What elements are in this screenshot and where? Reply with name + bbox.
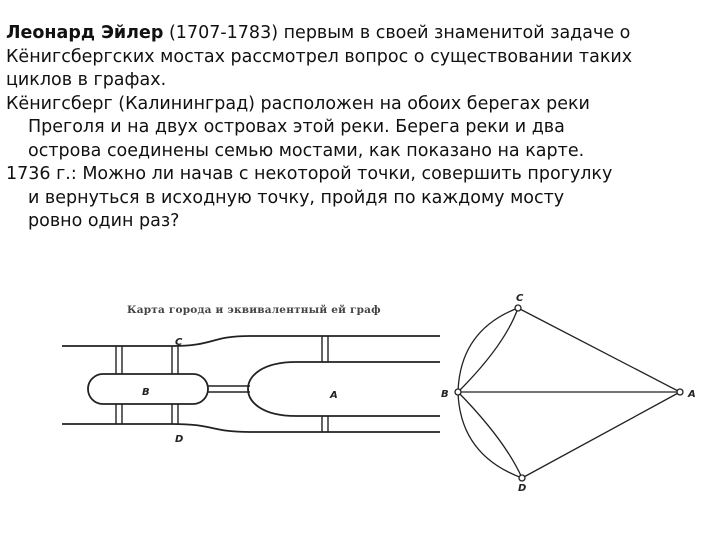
map-label-c: C [175, 337, 183, 348]
question-line1: : Можно ли начав с некоторой точки, совершить прогулку [70, 164, 613, 184]
question-line3: ровно один раз? [28, 211, 180, 231]
location-line1: Кёнигсберг (Калининград) расположен на обоих берегах реки [6, 93, 590, 114]
edge-a-d [522, 392, 680, 478]
graph-label-c: C [516, 293, 524, 304]
question-line2: и вернуться в исходную точку, пройдя по каждому мосту [28, 187, 565, 208]
map-label-b: B [142, 387, 150, 398]
graph-node-d [519, 475, 525, 481]
edge-b-d-outer [458, 392, 522, 478]
graph-label-b: B [441, 389, 449, 400]
graph-label-d: D [518, 483, 527, 494]
graph-label-a: A [688, 389, 696, 400]
graph-node-c [515, 305, 521, 311]
edge-b-c-outer [458, 308, 518, 392]
edge-b-d-inner [458, 392, 522, 478]
location-line2: Преголя и на двух островах этой реки. Берега реки и два [28, 117, 565, 137]
location-line3: острова соединены семью мостами, как показано на карте. [28, 140, 585, 161]
intro-line3: циклов в графах. [6, 70, 167, 90]
map-label-a: A [330, 390, 338, 401]
graph-node-b [455, 389, 461, 395]
graph-node-a [677, 389, 683, 395]
intro-line1: первым в своей знаменитой задаче о [283, 23, 631, 43]
edge-a-c [518, 308, 680, 392]
question-year: 1736 г. [6, 164, 71, 184]
euler-name: Леонард Эйлер [6, 23, 164, 43]
map-label-d: D [175, 434, 184, 445]
intro-line2: Кёнигсбергских мостах рассмотрел вопрос о существовании таких [6, 46, 633, 67]
edge-b-c-inner [458, 308, 518, 392]
euler-years: (1707-1783) [168, 23, 279, 43]
map-caption: Карта города и эквивалентный ей граф [127, 304, 381, 316]
